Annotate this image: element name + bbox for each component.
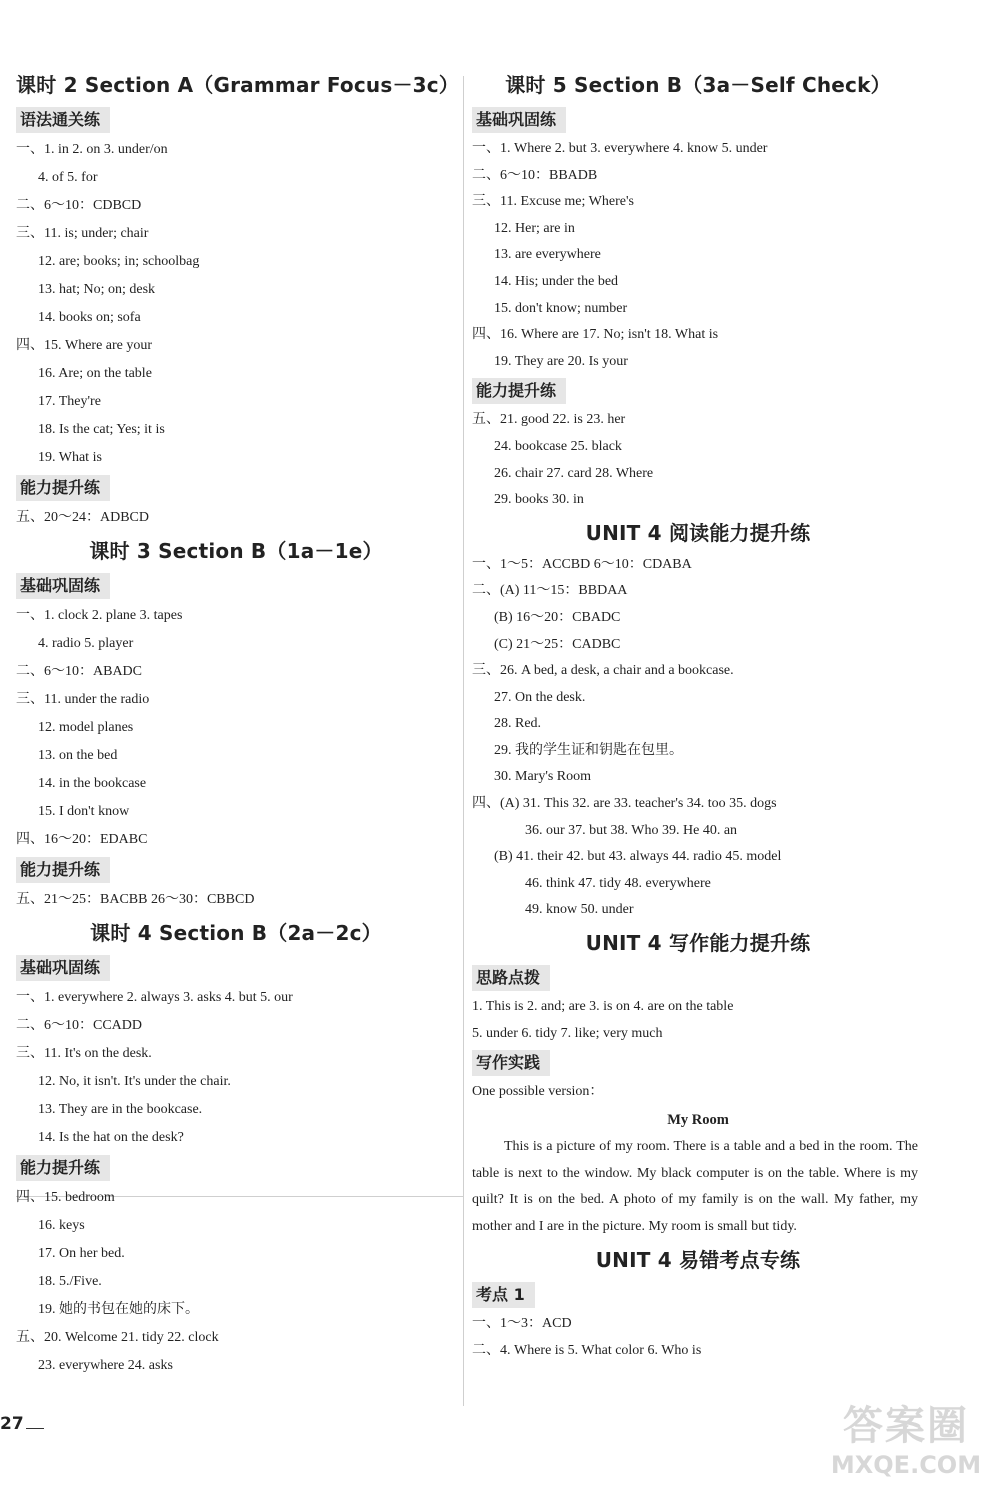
answer-line: 13. hat; No; on; desk bbox=[38, 282, 156, 297]
answer-line: 4. radio 5. player bbox=[38, 636, 134, 651]
answer-line: 28. Red. bbox=[494, 716, 542, 732]
answer-line: 19. They are 20. Is your bbox=[494, 353, 628, 369]
page-number: 27 bbox=[0, 1414, 24, 1434]
reading-heading: UNIT 4 阅读能力提升练 bbox=[585, 520, 811, 545]
left-column bbox=[16, 66, 460, 1380]
answer-line: 13. are everywhere bbox=[494, 247, 601, 263]
answer-line: 一、1～3：ACD bbox=[472, 1316, 572, 1331]
watermark-url: MXQE.COM bbox=[830, 1451, 982, 1479]
page-number-dash bbox=[26, 1428, 44, 1429]
answer-line: (B) 16～20：CBADC bbox=[494, 609, 621, 625]
answer-line: 五、20. Welcome 21. tidy 22. clock bbox=[16, 1330, 219, 1345]
answer-line: 17. On her bed. bbox=[38, 1246, 125, 1261]
answer-line: 四、16～20：EDABC bbox=[16, 832, 148, 847]
ability-practice-label: 能力提升练 bbox=[16, 857, 110, 883]
answer-line: 14. Is the hat on the desk? bbox=[38, 1130, 184, 1145]
grammar-practice-label: 语法通关练 bbox=[16, 107, 110, 133]
answer-line: 4. of 5. for bbox=[38, 170, 98, 185]
answer-line: (C) 21～25：CADBC bbox=[494, 636, 621, 652]
test-point-label: 考点 1 bbox=[472, 1282, 535, 1308]
watermark bbox=[818, 1402, 994, 1486]
answer-line: 18. Is the cat; Yes; it is bbox=[38, 422, 165, 437]
answer-line: 14. books on; sofa bbox=[38, 310, 141, 325]
answer-line: 一、1. Where 2. but 3. everywhere 4. know 5. under bbox=[472, 141, 768, 156]
basic-practice-label: 基础巩固练 bbox=[16, 573, 110, 599]
answer-line: 23. everywhere 24. asks bbox=[38, 1358, 173, 1373]
lesson-5-heading: 课时 5 Section B（3a－Self Check） bbox=[505, 73, 891, 97]
answer-line: 五、20～24：ADBCD bbox=[16, 510, 150, 525]
answer-line: 三、11. It's on the desk. bbox=[16, 1046, 152, 1061]
ability-practice-label: 能力提升练 bbox=[16, 475, 110, 501]
answer-line: 13. on the bed bbox=[38, 748, 118, 763]
basic-practice-label: 基础巩固练 bbox=[16, 955, 110, 981]
answer-line: 5. under 6. tidy 7. like; very much bbox=[472, 1025, 663, 1041]
answer-line: 30. Mary's Room bbox=[494, 769, 592, 785]
answer-line: 一、1. in 2. on 3. under/on bbox=[16, 142, 168, 157]
answer-line: 29. 我的学生证和钥匙在包里。 bbox=[494, 742, 683, 758]
answer-line: 三、11. is; under; chair bbox=[16, 226, 149, 241]
answer-line: 24. bookcase 25. black bbox=[494, 438, 622, 454]
tips-label: 思路点拨 bbox=[472, 965, 550, 991]
answer-line: 三、11. under the radio bbox=[16, 692, 150, 707]
answer-line: 五、21. good 22. is 23. her bbox=[472, 412, 626, 428]
answer-line: 12. No, it isn't. It's under the chair. bbox=[38, 1074, 231, 1089]
answer-line: 二、4. Where is 5. What color 6. Who is bbox=[472, 1342, 702, 1358]
answer-line: 36. our 37. but 38. Who 39. He 40. an bbox=[525, 822, 738, 838]
answer-line: 五、21～25：BACBB 26～30：CBBCD bbox=[16, 892, 255, 907]
answer-line: 13. They are in the bookcase. bbox=[38, 1102, 203, 1117]
answer-line: 四、(A) 31. This 32. are 33. teacher's 34. too 35. dogs bbox=[472, 796, 777, 812]
answer-line: 二、6～10：ABADC bbox=[16, 664, 143, 679]
answer-line: 16. keys bbox=[38, 1218, 85, 1233]
answer-line: 二、6～10：BBADB bbox=[472, 167, 598, 183]
answer-line: 27. On the desk. bbox=[494, 689, 586, 705]
answer-line: 12. Her; are in bbox=[494, 220, 575, 236]
answer-line: 19. What is bbox=[38, 450, 102, 465]
answer-line: 16. Are; on the table bbox=[38, 366, 152, 381]
ability-practice-label: 能力提升练 bbox=[16, 1155, 110, 1181]
answer-line: 四、15. bedroom bbox=[16, 1190, 115, 1205]
answer-line: 15. I don't know bbox=[38, 804, 130, 819]
answer-line: 三、26. A bed, a desk, a chair and a bookcase. bbox=[472, 663, 734, 679]
answer-line: 一、1. everywhere 2. always 3. asks 4. but 5. our bbox=[16, 990, 293, 1005]
answer-line: 49. know 50. under bbox=[525, 902, 634, 918]
watermark-logo-text: 答案圈 bbox=[843, 1403, 969, 1449]
answer-line: 二、6～10：CDBCD bbox=[16, 198, 142, 213]
answer-line: 17. They're bbox=[38, 394, 101, 409]
error-practice-heading: UNIT 4 易错考点专练 bbox=[595, 1248, 801, 1272]
writing-heading: UNIT 4 写作能力提升练 bbox=[585, 931, 811, 956]
answer-line: 12. model planes bbox=[38, 720, 134, 735]
answer-line: 一、1. clock 2. plane 3. tapes bbox=[16, 608, 183, 623]
writing-practice-label: 写作实践 bbox=[472, 1050, 550, 1076]
answer-line: 四、16. Where are 17. No; isn't 18. What is bbox=[472, 327, 719, 343]
answer-line: 二、(A) 11～15：BBDAA bbox=[472, 583, 628, 599]
answer-line: (B) 41. their 42. but 43. always 44. radio 45. model bbox=[494, 849, 782, 865]
answer-line: 15. don't know; number bbox=[494, 300, 628, 316]
essay-body: This is a picture of my room. There is a table and a bed in the room. The table is next to the window. My black computer is on the table. Where is my quilt? It is on the bed. A photo of my family is on the wall. My father, my mother and I are in the picture. My room is small but tidy. bbox=[472, 1138, 918, 1235]
answer-line: 18. 5./Five. bbox=[38, 1274, 102, 1289]
answer-line: 四、15. Where are your bbox=[16, 338, 153, 353]
answer-line: 三、11. Excuse me; Where's bbox=[472, 194, 634, 210]
answer-line: 14. in the bookcase bbox=[38, 776, 147, 791]
answer-line: 26. chair 27. card 28. Where bbox=[494, 465, 654, 481]
lesson-3-heading: 课时 3 Section B（1a－1e） bbox=[89, 539, 383, 563]
right-column bbox=[472, 66, 924, 1364]
answer-line: 1. This is 2. and; are 3. is on 4. are on the table bbox=[472, 999, 734, 1015]
answer-line: 一、1～5：ACCBD 6～10：CDABA bbox=[472, 556, 692, 572]
answer-line: 46. think 47. tidy 48. everywhere bbox=[525, 875, 711, 891]
answer-line: 14. His; under the bed bbox=[494, 273, 619, 289]
lesson-2-heading: 课时 2 Section A（Grammar Focus－3c） bbox=[16, 73, 460, 97]
essay-intro: One possible version： bbox=[472, 1084, 604, 1100]
answer-line: 12. are; books; in; schoolbag bbox=[38, 254, 200, 269]
answer-line: 19. 她的书包在她的床下。 bbox=[38, 1302, 199, 1317]
basic-practice-label: 基础巩固练 bbox=[472, 107, 566, 133]
ability-practice-label: 能力提升练 bbox=[472, 378, 566, 404]
essay-title: My Room bbox=[667, 1111, 729, 1128]
lesson-4-heading: 课时 4 Section B（2a－2c） bbox=[90, 921, 382, 945]
column-divider bbox=[463, 76, 464, 1406]
answer-line: 29. books 30. in bbox=[494, 492, 584, 508]
answer-line: 二、6～10：CCADD bbox=[16, 1018, 143, 1033]
